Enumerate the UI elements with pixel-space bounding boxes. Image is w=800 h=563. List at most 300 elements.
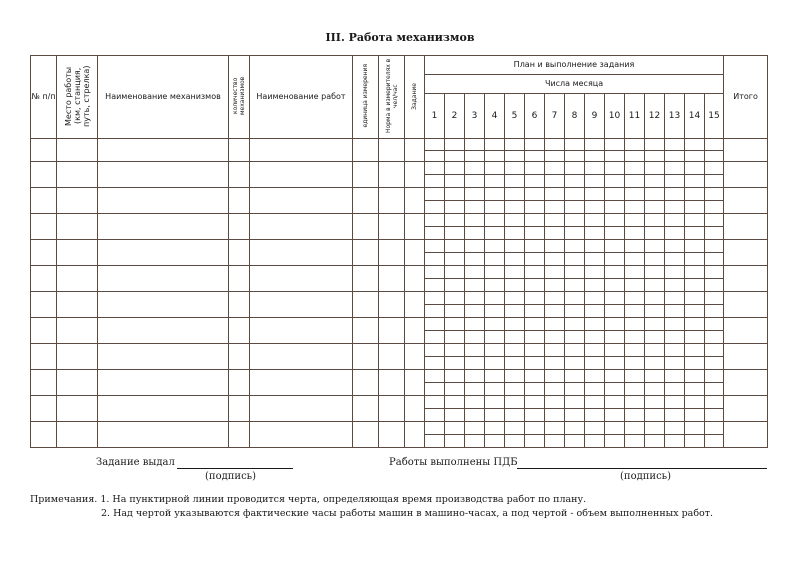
- day-cell-actual[interactable]: [525, 151, 545, 162]
- day-cell-plan[interactable]: [665, 266, 685, 279]
- table-cell[interactable]: [405, 240, 425, 266]
- day-cell-plan[interactable]: [705, 422, 724, 435]
- table-cell[interactable]: [353, 344, 379, 370]
- table-cell[interactable]: [57, 318, 98, 344]
- day-cell-plan[interactable]: [445, 139, 465, 151]
- day-cell-actual[interactable]: [585, 435, 605, 448]
- day-cell-actual[interactable]: [425, 279, 445, 292]
- day-cell-plan[interactable]: [525, 370, 545, 383]
- day-cell-actual[interactable]: [665, 383, 685, 396]
- day-cell-plan[interactable]: [465, 162, 485, 175]
- table-cell[interactable]: [250, 240, 353, 266]
- table-cell[interactable]: [31, 422, 57, 448]
- table-cell[interactable]: [379, 292, 405, 318]
- day-cell-plan[interactable]: [685, 240, 705, 253]
- total-cell[interactable]: [724, 188, 768, 214]
- day-cell-actual[interactable]: [585, 409, 605, 422]
- day-cell-plan[interactable]: [445, 292, 465, 305]
- day-cell-actual[interactable]: [665, 253, 685, 266]
- day-cell-plan[interactable]: [705, 188, 724, 201]
- day-cell-plan[interactable]: [565, 240, 585, 253]
- day-cell-plan[interactable]: [565, 214, 585, 227]
- day-cell-actual[interactable]: [625, 175, 645, 188]
- day-cell-actual[interactable]: [465, 383, 485, 396]
- day-cell-plan[interactable]: [425, 422, 445, 435]
- table-cell[interactable]: [405, 139, 425, 162]
- day-cell-actual[interactable]: [645, 409, 665, 422]
- day-cell-plan[interactable]: [505, 240, 525, 253]
- day-cell-actual[interactable]: [485, 357, 505, 370]
- table-cell[interactable]: [31, 266, 57, 292]
- day-cell-plan[interactable]: [445, 214, 465, 227]
- day-cell-actual[interactable]: [445, 357, 465, 370]
- table-cell[interactable]: [98, 344, 229, 370]
- day-cell-plan[interactable]: [445, 344, 465, 357]
- table-cell[interactable]: [353, 318, 379, 344]
- day-cell-plan[interactable]: [685, 214, 705, 227]
- day-cell-plan[interactable]: [545, 162, 565, 175]
- day-cell-plan[interactable]: [465, 188, 485, 201]
- day-cell-plan[interactable]: [525, 162, 545, 175]
- table-cell[interactable]: [379, 422, 405, 448]
- day-cell-plan[interactable]: [565, 188, 585, 201]
- day-cell-actual[interactable]: [565, 435, 585, 448]
- table-cell[interactable]: [250, 266, 353, 292]
- day-cell-plan[interactable]: [605, 240, 625, 253]
- day-cell-plan[interactable]: [705, 318, 724, 331]
- day-cell-plan[interactable]: [665, 370, 685, 383]
- day-cell-actual[interactable]: [645, 253, 665, 266]
- day-cell-plan[interactable]: [485, 318, 505, 331]
- day-cell-plan[interactable]: [645, 292, 665, 305]
- table-cell[interactable]: [250, 370, 353, 396]
- day-cell-plan[interactable]: [425, 240, 445, 253]
- day-cell-actual[interactable]: [505, 227, 525, 240]
- day-cell-actual[interactable]: [545, 253, 565, 266]
- day-cell-actual[interactable]: [525, 357, 545, 370]
- day-cell-actual[interactable]: [605, 253, 625, 266]
- table-cell[interactable]: [229, 188, 250, 214]
- table-cell[interactable]: [57, 214, 98, 240]
- day-cell-actual[interactable]: [585, 151, 605, 162]
- day-cell-plan[interactable]: [645, 214, 665, 227]
- day-cell-actual[interactable]: [625, 151, 645, 162]
- day-cell-actual[interactable]: [425, 383, 445, 396]
- day-cell-plan[interactable]: [465, 214, 485, 227]
- day-cell-actual[interactable]: [425, 253, 445, 266]
- day-cell-actual[interactable]: [605, 279, 625, 292]
- table-cell[interactable]: [229, 266, 250, 292]
- day-cell-actual[interactable]: [425, 305, 445, 318]
- total-cell[interactable]: [724, 162, 768, 188]
- day-cell-actual[interactable]: [525, 253, 545, 266]
- total-cell[interactable]: [724, 292, 768, 318]
- day-cell-actual[interactable]: [705, 151, 724, 162]
- day-cell-plan[interactable]: [665, 188, 685, 201]
- day-cell-plan[interactable]: [425, 139, 445, 151]
- day-cell-plan[interactable]: [445, 370, 465, 383]
- day-cell-plan[interactable]: [525, 214, 545, 227]
- table-cell[interactable]: [31, 214, 57, 240]
- table-cell[interactable]: [98, 139, 229, 162]
- day-cell-plan[interactable]: [685, 344, 705, 357]
- day-cell-actual[interactable]: [665, 305, 685, 318]
- day-cell-actual[interactable]: [425, 409, 445, 422]
- table-cell[interactable]: [57, 422, 98, 448]
- day-cell-actual[interactable]: [625, 201, 645, 214]
- day-cell-actual[interactable]: [585, 253, 605, 266]
- day-cell-actual[interactable]: [705, 435, 724, 448]
- day-cell-actual[interactable]: [485, 227, 505, 240]
- day-cell-plan[interactable]: [465, 396, 485, 409]
- day-cell-plan[interactable]: [465, 422, 485, 435]
- day-cell-actual[interactable]: [645, 151, 665, 162]
- day-cell-actual[interactable]: [605, 383, 625, 396]
- day-cell-plan[interactable]: [505, 344, 525, 357]
- day-cell-plan[interactable]: [425, 292, 445, 305]
- day-cell-actual[interactable]: [505, 175, 525, 188]
- table-cell[interactable]: [98, 188, 229, 214]
- day-cell-plan[interactable]: [445, 266, 465, 279]
- table-cell[interactable]: [31, 292, 57, 318]
- day-cell-plan[interactable]: [645, 370, 665, 383]
- day-cell-actual[interactable]: [565, 331, 585, 344]
- day-cell-plan[interactable]: [645, 162, 665, 175]
- day-cell-plan[interactable]: [685, 139, 705, 151]
- day-cell-plan[interactable]: [585, 370, 605, 383]
- table-cell[interactable]: [353, 266, 379, 292]
- day-cell-plan[interactable]: [545, 292, 565, 305]
- day-cell-plan[interactable]: [705, 370, 724, 383]
- day-cell-actual[interactable]: [585, 175, 605, 188]
- day-cell-actual[interactable]: [565, 201, 585, 214]
- day-cell-actual[interactable]: [545, 279, 565, 292]
- total-cell[interactable]: [724, 240, 768, 266]
- table-cell[interactable]: [379, 396, 405, 422]
- day-cell-plan[interactable]: [485, 266, 505, 279]
- day-cell-actual[interactable]: [545, 151, 565, 162]
- day-cell-actual[interactable]: [605, 151, 625, 162]
- table-cell[interactable]: [98, 422, 229, 448]
- table-cell[interactable]: [229, 214, 250, 240]
- day-cell-plan[interactable]: [585, 240, 605, 253]
- day-cell-actual[interactable]: [485, 253, 505, 266]
- day-cell-actual[interactable]: [645, 201, 665, 214]
- day-cell-plan[interactable]: [585, 188, 605, 201]
- day-cell-actual[interactable]: [505, 409, 525, 422]
- day-cell-plan[interactable]: [465, 139, 485, 151]
- day-cell-actual[interactable]: [705, 253, 724, 266]
- day-cell-plan[interactable]: [565, 292, 585, 305]
- day-cell-plan[interactable]: [545, 266, 565, 279]
- day-cell-actual[interactable]: [525, 305, 545, 318]
- day-cell-plan[interactable]: [485, 139, 505, 151]
- day-cell-plan[interactable]: [585, 162, 605, 175]
- day-cell-plan[interactable]: [705, 396, 724, 409]
- day-cell-plan[interactable]: [645, 188, 665, 201]
- day-cell-plan[interactable]: [545, 318, 565, 331]
- day-cell-plan[interactable]: [465, 292, 485, 305]
- day-cell-plan[interactable]: [485, 214, 505, 227]
- day-cell-plan[interactable]: [645, 422, 665, 435]
- table-cell[interactable]: [57, 396, 98, 422]
- day-cell-actual[interactable]: [465, 279, 485, 292]
- table-cell[interactable]: [250, 318, 353, 344]
- day-cell-actual[interactable]: [445, 175, 465, 188]
- table-cell[interactable]: [229, 162, 250, 188]
- day-cell-actual[interactable]: [705, 331, 724, 344]
- day-cell-plan[interactable]: [565, 396, 585, 409]
- table-cell[interactable]: [229, 318, 250, 344]
- day-cell-actual[interactable]: [705, 409, 724, 422]
- table-cell[interactable]: [31, 344, 57, 370]
- day-cell-plan[interactable]: [545, 240, 565, 253]
- day-cell-actual[interactable]: [445, 383, 465, 396]
- day-cell-plan[interactable]: [485, 292, 505, 305]
- day-cell-plan[interactable]: [525, 139, 545, 151]
- day-cell-actual[interactable]: [465, 357, 485, 370]
- table-cell[interactable]: [353, 292, 379, 318]
- day-cell-plan[interactable]: [605, 214, 625, 227]
- day-cell-actual[interactable]: [525, 175, 545, 188]
- table-cell[interactable]: [98, 318, 229, 344]
- day-cell-actual[interactable]: [685, 175, 705, 188]
- day-cell-actual[interactable]: [685, 305, 705, 318]
- table-cell[interactable]: [229, 292, 250, 318]
- table-cell[interactable]: [250, 396, 353, 422]
- day-cell-actual[interactable]: [705, 305, 724, 318]
- day-cell-actual[interactable]: [565, 383, 585, 396]
- table-cell[interactable]: [379, 266, 405, 292]
- day-cell-plan[interactable]: [625, 318, 645, 331]
- table-cell[interactable]: [229, 422, 250, 448]
- table-cell[interactable]: [405, 396, 425, 422]
- day-cell-actual[interactable]: [525, 201, 545, 214]
- table-cell[interactable]: [379, 370, 405, 396]
- day-cell-actual[interactable]: [605, 409, 625, 422]
- table-cell[interactable]: [57, 344, 98, 370]
- day-cell-actual[interactable]: [605, 227, 625, 240]
- day-cell-actual[interactable]: [545, 331, 565, 344]
- day-cell-plan[interactable]: [645, 266, 665, 279]
- day-cell-actual[interactable]: [605, 175, 625, 188]
- table-cell[interactable]: [379, 318, 405, 344]
- day-cell-actual[interactable]: [445, 305, 465, 318]
- day-cell-actual[interactable]: [685, 227, 705, 240]
- day-cell-actual[interactable]: [425, 175, 445, 188]
- table-cell[interactable]: [98, 162, 229, 188]
- day-cell-plan[interactable]: [485, 344, 505, 357]
- day-cell-actual[interactable]: [425, 201, 445, 214]
- table-cell[interactable]: [98, 370, 229, 396]
- day-cell-actual[interactable]: [645, 357, 665, 370]
- table-cell[interactable]: [353, 214, 379, 240]
- table-cell[interactable]: [57, 188, 98, 214]
- day-cell-plan[interactable]: [425, 162, 445, 175]
- day-cell-plan[interactable]: [525, 422, 545, 435]
- day-cell-plan[interactable]: [545, 139, 565, 151]
- day-cell-plan[interactable]: [605, 422, 625, 435]
- table-cell[interactable]: [250, 214, 353, 240]
- day-cell-actual[interactable]: [565, 305, 585, 318]
- day-cell-plan[interactable]: [485, 422, 505, 435]
- day-cell-plan[interactable]: [445, 240, 465, 253]
- day-cell-plan[interactable]: [625, 370, 645, 383]
- day-cell-actual[interactable]: [445, 151, 465, 162]
- day-cell-plan[interactable]: [685, 370, 705, 383]
- day-cell-plan[interactable]: [445, 318, 465, 331]
- day-cell-plan[interactable]: [625, 188, 645, 201]
- day-cell-actual[interactable]: [665, 175, 685, 188]
- table-cell[interactable]: [379, 344, 405, 370]
- table-cell[interactable]: [353, 396, 379, 422]
- day-cell-actual[interactable]: [505, 435, 525, 448]
- day-cell-actual[interactable]: [485, 305, 505, 318]
- day-cell-actual[interactable]: [465, 305, 485, 318]
- day-cell-plan[interactable]: [445, 188, 465, 201]
- day-cell-plan[interactable]: [545, 188, 565, 201]
- day-cell-plan[interactable]: [525, 318, 545, 331]
- day-cell-plan[interactable]: [585, 318, 605, 331]
- day-cell-actual[interactable]: [665, 151, 685, 162]
- day-cell-actual[interactable]: [705, 201, 724, 214]
- day-cell-plan[interactable]: [625, 240, 645, 253]
- day-cell-actual[interactable]: [565, 151, 585, 162]
- day-cell-actual[interactable]: [605, 357, 625, 370]
- day-cell-plan[interactable]: [685, 318, 705, 331]
- day-cell-plan[interactable]: [565, 318, 585, 331]
- day-cell-actual[interactable]: [505, 383, 525, 396]
- day-cell-plan[interactable]: [705, 214, 724, 227]
- table-cell[interactable]: [379, 240, 405, 266]
- day-cell-plan[interactable]: [425, 188, 445, 201]
- day-cell-actual[interactable]: [685, 383, 705, 396]
- day-cell-plan[interactable]: [645, 318, 665, 331]
- day-cell-plan[interactable]: [625, 214, 645, 227]
- day-cell-actual[interactable]: [685, 253, 705, 266]
- table-cell[interactable]: [405, 370, 425, 396]
- day-cell-plan[interactable]: [565, 422, 585, 435]
- total-cell[interactable]: [724, 370, 768, 396]
- day-cell-plan[interactable]: [685, 266, 705, 279]
- day-cell-plan[interactable]: [445, 396, 465, 409]
- day-cell-actual[interactable]: [485, 409, 505, 422]
- done-signature-line[interactable]: [517, 468, 767, 469]
- day-cell-plan[interactable]: [465, 266, 485, 279]
- table-cell[interactable]: [98, 396, 229, 422]
- day-cell-plan[interactable]: [645, 396, 665, 409]
- day-cell-actual[interactable]: [685, 435, 705, 448]
- day-cell-actual[interactable]: [465, 331, 485, 344]
- day-cell-plan[interactable]: [625, 266, 645, 279]
- table-cell[interactable]: [98, 214, 229, 240]
- day-cell-actual[interactable]: [685, 201, 705, 214]
- day-cell-actual[interactable]: [425, 435, 445, 448]
- day-cell-actual[interactable]: [525, 227, 545, 240]
- day-cell-plan[interactable]: [585, 266, 605, 279]
- table-cell[interactable]: [57, 370, 98, 396]
- day-cell-actual[interactable]: [625, 279, 645, 292]
- day-cell-plan[interactable]: [505, 214, 525, 227]
- table-cell[interactable]: [250, 162, 353, 188]
- table-cell[interactable]: [353, 162, 379, 188]
- table-cell[interactable]: [229, 240, 250, 266]
- day-cell-actual[interactable]: [565, 409, 585, 422]
- day-cell-actual[interactable]: [565, 253, 585, 266]
- table-cell[interactable]: [353, 370, 379, 396]
- day-cell-actual[interactable]: [585, 201, 605, 214]
- day-cell-plan[interactable]: [625, 292, 645, 305]
- day-cell-plan[interactable]: [565, 139, 585, 151]
- day-cell-actual[interactable]: [545, 175, 565, 188]
- total-cell[interactable]: [724, 266, 768, 292]
- table-cell[interactable]: [31, 396, 57, 422]
- table-cell[interactable]: [379, 214, 405, 240]
- day-cell-plan[interactable]: [485, 240, 505, 253]
- day-cell-actual[interactable]: [705, 227, 724, 240]
- day-cell-actual[interactable]: [625, 383, 645, 396]
- table-cell[interactable]: [31, 370, 57, 396]
- day-cell-plan[interactable]: [525, 266, 545, 279]
- day-cell-actual[interactable]: [565, 357, 585, 370]
- day-cell-plan[interactable]: [645, 344, 665, 357]
- day-cell-actual[interactable]: [485, 279, 505, 292]
- table-cell[interactable]: [250, 139, 353, 162]
- day-cell-plan[interactable]: [525, 344, 545, 357]
- day-cell-actual[interactable]: [525, 331, 545, 344]
- table-cell[interactable]: [57, 139, 98, 162]
- day-cell-actual[interactable]: [685, 409, 705, 422]
- day-cell-actual[interactable]: [665, 279, 685, 292]
- table-cell[interactable]: [31, 139, 57, 162]
- issued-signature-line[interactable]: [177, 468, 293, 469]
- day-cell-actual[interactable]: [665, 227, 685, 240]
- day-cell-plan[interactable]: [465, 370, 485, 383]
- day-cell-plan[interactable]: [505, 422, 525, 435]
- day-cell-actual[interactable]: [605, 201, 625, 214]
- day-cell-actual[interactable]: [585, 279, 605, 292]
- day-cell-plan[interactable]: [605, 344, 625, 357]
- table-cell[interactable]: [250, 188, 353, 214]
- day-cell-actual[interactable]: [425, 227, 445, 240]
- day-cell-actual[interactable]: [445, 435, 465, 448]
- day-cell-actual[interactable]: [525, 383, 545, 396]
- day-cell-plan[interactable]: [685, 292, 705, 305]
- day-cell-plan[interactable]: [505, 188, 525, 201]
- day-cell-actual[interactable]: [545, 357, 565, 370]
- day-cell-plan[interactable]: [625, 422, 645, 435]
- day-cell-actual[interactable]: [485, 435, 505, 448]
- day-cell-actual[interactable]: [625, 253, 645, 266]
- table-cell[interactable]: [405, 188, 425, 214]
- day-cell-plan[interactable]: [505, 370, 525, 383]
- day-cell-actual[interactable]: [545, 383, 565, 396]
- day-cell-actual[interactable]: [625, 435, 645, 448]
- day-cell-plan[interactable]: [605, 292, 625, 305]
- day-cell-actual[interactable]: [525, 435, 545, 448]
- day-cell-plan[interactable]: [425, 396, 445, 409]
- day-cell-actual[interactable]: [565, 227, 585, 240]
- day-cell-plan[interactable]: [485, 370, 505, 383]
- day-cell-plan[interactable]: [505, 162, 525, 175]
- day-cell-actual[interactable]: [685, 279, 705, 292]
- day-cell-actual[interactable]: [665, 357, 685, 370]
- day-cell-actual[interactable]: [645, 435, 665, 448]
- day-cell-plan[interactable]: [605, 162, 625, 175]
- table-cell[interactable]: [379, 188, 405, 214]
- day-cell-plan[interactable]: [625, 344, 645, 357]
- table-cell[interactable]: [98, 292, 229, 318]
